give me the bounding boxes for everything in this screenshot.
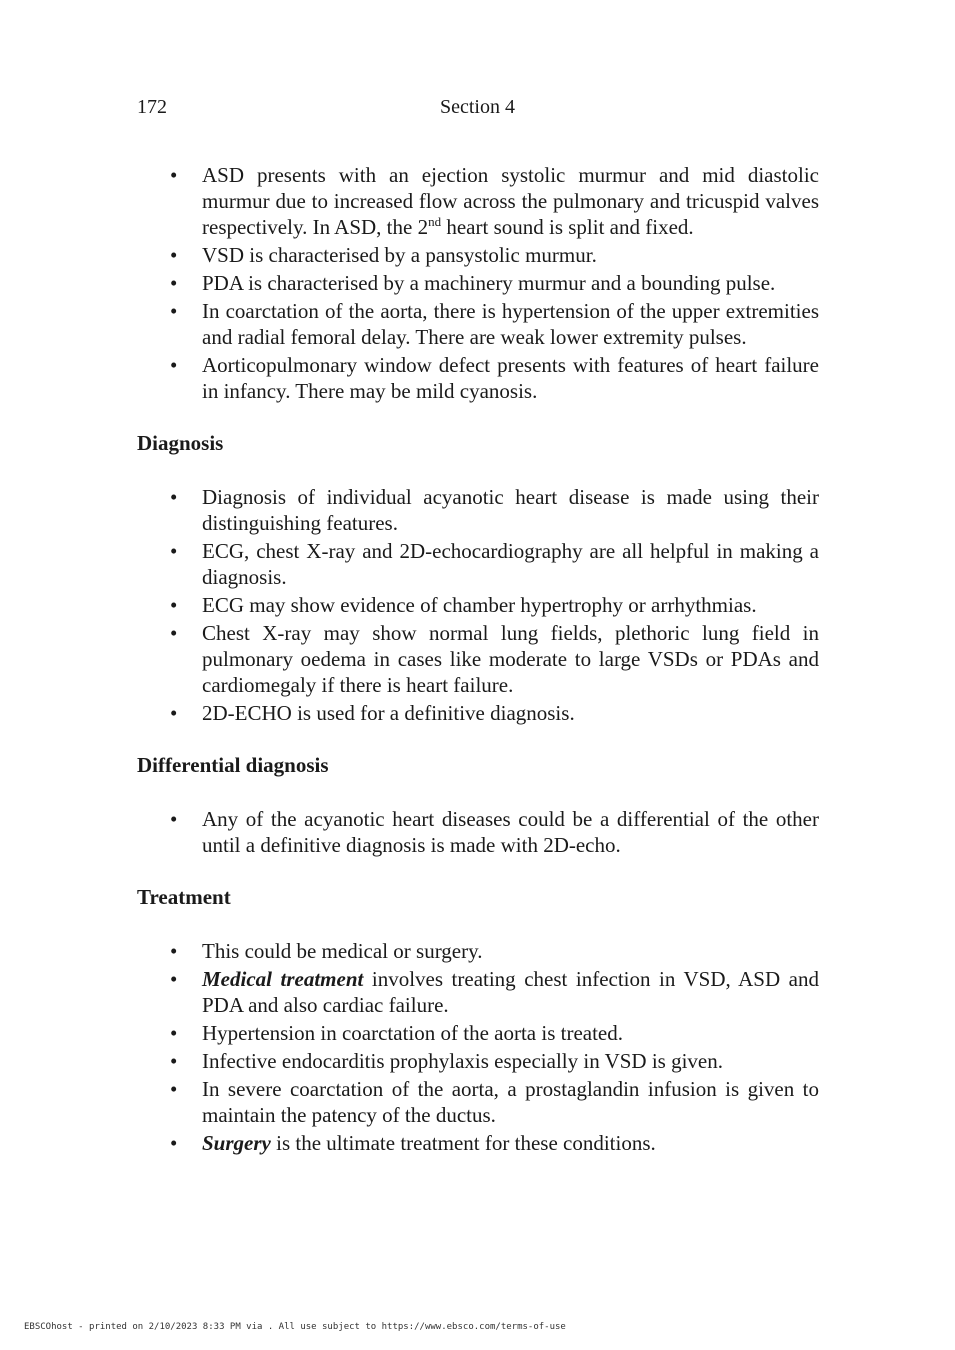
treatment-heading: Treatment [137, 885, 231, 909]
list-item-text: Diagnosis of individual acyanotic heart disease is made using their distinguishing features. [202, 485, 819, 535]
list-item-text: In severe coarctation of the aorta, a prostaglandin infusion is given to maintain the patency of the ductus. [202, 1077, 819, 1127]
bullet-icon: • [170, 243, 178, 267]
list-item-text: is the ultimate treatment for these conditions. [270, 1131, 656, 1155]
list-item-text: Infective endocarditis prophylaxis especially in VSD is given. [202, 1049, 723, 1073]
emphasis-text: Surgery [202, 1131, 271, 1155]
list-item-text: Any of the acyanotic heart diseases could be a differential of the other until a definitive diagnosis is made with 2D-echo. [202, 807, 819, 857]
list-item [137, 270, 819, 296]
list-item-text: ECG, chest X-ray and 2D-echocardiography are all helpful in making a diagnosis. [202, 539, 819, 589]
page-number: 172 [137, 96, 167, 118]
list-item [137, 538, 819, 590]
print-footer: EBSCOhost - printed on 2/10/2023 8:33 PM via . All use subject to https://www.ebsco.com/terms-of-use [24, 1322, 566, 1332]
list-item [137, 484, 819, 536]
bullet-icon: • [170, 807, 178, 831]
page-body [137, 162, 819, 1158]
list-item-text: VSD is characterised by a pansystolic murmur. [202, 243, 597, 267]
superscript: nd [428, 214, 442, 229]
treatment-list [137, 938, 819, 1156]
list-item-text: 2D-ECHO is used for a definitive diagnosis. [202, 701, 575, 725]
list-item [137, 1130, 819, 1156]
bullet-icon: • [170, 1021, 178, 1045]
list-item [137, 242, 819, 268]
list-item [137, 938, 819, 964]
list-item [137, 806, 819, 858]
list-item-text: ECG may show evidence of chamber hypertrophy or arrhythmias. [202, 593, 757, 617]
list-item-text: Aorticopulmonary window defect presents with features of heart failure in infancy. There may be mild cyanosis. [202, 353, 819, 403]
bullet-icon: • [170, 1077, 178, 1101]
diagnosis-list [137, 484, 819, 726]
list-item [137, 966, 819, 1018]
list-item-text: Hypertension in coarctation of the aorta is treated. [202, 1021, 624, 1045]
list-item [137, 298, 819, 350]
list-item [137, 620, 819, 698]
differential-diagnosis-heading: Differential diagnosis [137, 753, 329, 777]
list-item-text: heart sound is split and fixed. [441, 215, 694, 239]
intro-list [137, 162, 819, 404]
list-item-text: involves treating chest infection in VSD, ASD and PDA and also cardiac failure. [202, 967, 819, 1017]
emphasis-text: Medical treatment [202, 967, 364, 991]
bullet-icon: • [170, 163, 178, 187]
list-item-text: This could be medical or surgery. [202, 939, 483, 963]
list-item [137, 162, 819, 240]
running-head: Section 4 [440, 96, 515, 118]
diagnosis-heading: Diagnosis [137, 431, 224, 455]
list-item [137, 1048, 819, 1074]
bullet-icon: • [170, 621, 178, 645]
bullet-icon: • [170, 485, 178, 509]
differential-list [137, 806, 819, 858]
bullet-icon: • [170, 353, 178, 377]
bullet-icon: • [170, 593, 178, 617]
bullet-icon: • [170, 939, 178, 963]
bullet-icon: • [170, 967, 178, 991]
list-item-text: ASD presents with an ejection systolic murmur and mid diastolic murmur due to increased flow across the pulmonary and tricuspid valves respectively. In ASD, the 2 [202, 163, 819, 239]
list-item [137, 352, 819, 404]
bullet-icon: • [170, 701, 178, 725]
list-item-text: Chest X-ray may show normal lung fields, plethoric lung field in pulmonary oedema in cases like moderate to large VSDs or PDAs and cardiomegaly if there is heart failure. [202, 621, 819, 697]
list-item [137, 700, 819, 726]
list-item [137, 1020, 819, 1046]
bullet-icon: • [170, 1131, 178, 1155]
bullet-icon: • [170, 539, 178, 563]
bullet-icon: • [170, 271, 178, 295]
bullet-icon: • [170, 1049, 178, 1073]
list-item [137, 1076, 819, 1128]
list-item [137, 592, 819, 618]
bullet-icon: • [170, 299, 178, 323]
list-item-text: In coarctation of the aorta, there is hypertension of the upper extremities and radial femoral delay. There are weak lower extremity pulses. [202, 299, 819, 349]
list-item-text: PDA is characterised by a machinery murmur and a bounding pulse. [202, 271, 776, 295]
